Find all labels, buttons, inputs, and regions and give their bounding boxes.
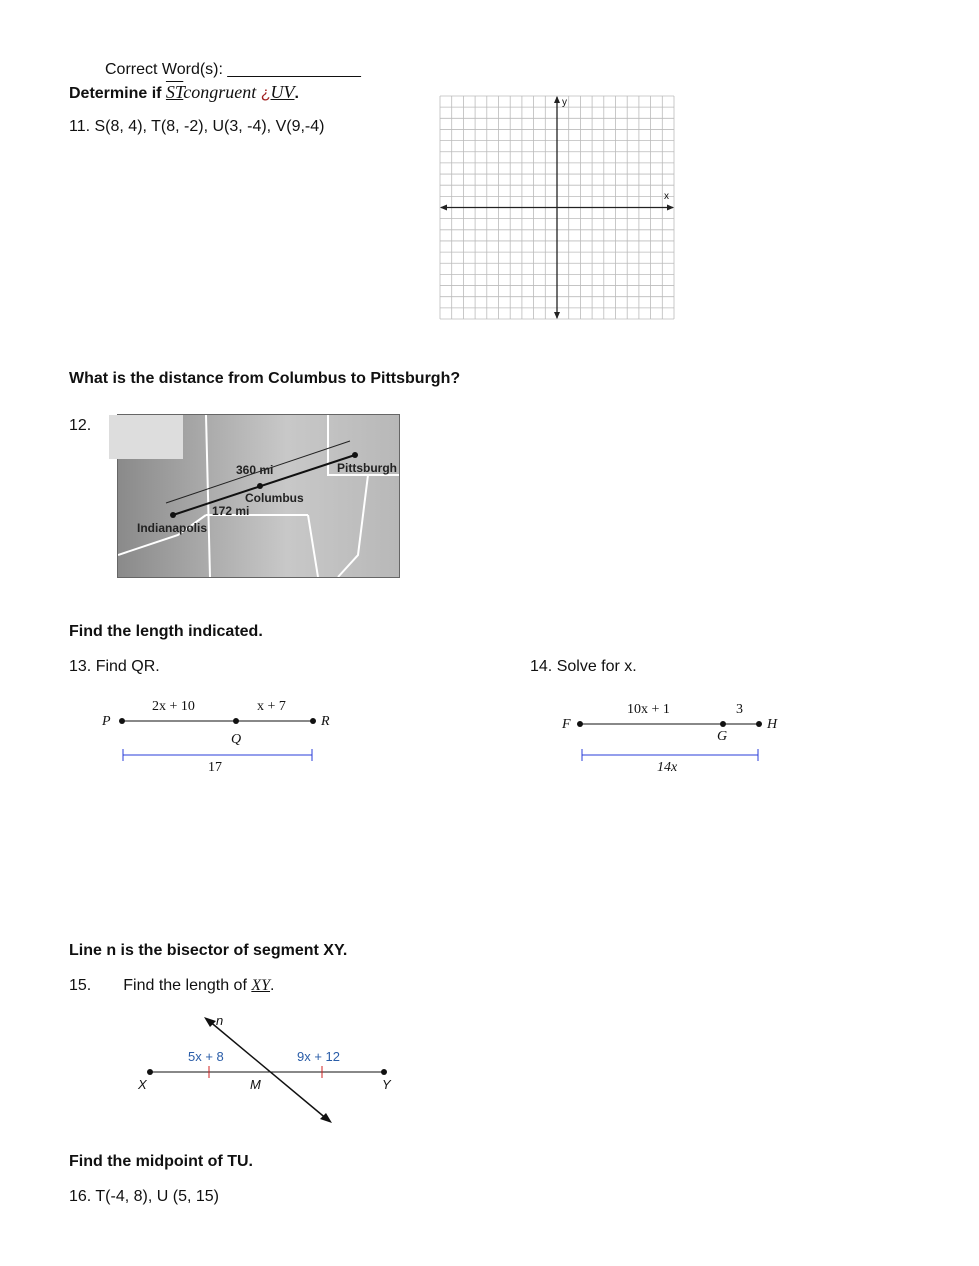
- point-q: Q: [231, 732, 242, 747]
- correct-words-line: Correct Word(s): _______________: [105, 61, 361, 78]
- segment-xy: XY: [251, 977, 271, 994]
- map-label-indianapolis: Indianapolis: [137, 521, 208, 535]
- label-total-17: 17: [208, 760, 222, 775]
- point-m: M: [250, 1077, 261, 1092]
- q15-diagram: [130, 1010, 400, 1130]
- label-my: 9x + 12: [297, 1049, 341, 1064]
- point-x: X: [138, 1077, 147, 1092]
- point-f: F: [562, 717, 571, 732]
- label-pq: 2x + 10: [152, 699, 195, 714]
- point-h: H: [767, 717, 778, 732]
- q15-text: Find the length of: [123, 977, 247, 994]
- inset-map: [109, 415, 183, 459]
- point-p: P: [102, 714, 111, 729]
- y-axis-label: y: [562, 97, 567, 108]
- point-r: R: [321, 714, 330, 729]
- map-label-pittsburgh: Pittsburgh: [337, 461, 397, 475]
- x-axis-label: x: [664, 191, 669, 202]
- label-fg: 10x + 1: [627, 702, 670, 717]
- q11-intro: Determine if: [69, 85, 162, 102]
- section3-heading: Line n is the bisector of segment XY.: [69, 942, 348, 959]
- section4-heading: Find the midpoint of TU.: [69, 1153, 253, 1170]
- q12-number: 12.: [69, 417, 92, 434]
- section2-heading: Find the length indicated.: [69, 623, 263, 640]
- line-n-label: n: [216, 1013, 224, 1028]
- q11-prompt: [69, 82, 299, 103]
- congruent-word: congruent: [183, 82, 257, 102]
- map-label-total: 360 mi: [236, 463, 274, 477]
- map-label-part: 172 mi: [212, 504, 250, 518]
- label-gh: 3: [736, 702, 743, 717]
- label-qr: x + 7: [257, 699, 286, 714]
- q13-text: 13. Find QR.: [69, 658, 160, 675]
- coordinate-grid: [439, 95, 675, 320]
- segment-st: ST: [165, 82, 184, 102]
- point-g: G: [717, 729, 728, 744]
- label-total-14x: 14x: [657, 760, 678, 775]
- glyph: ¿: [260, 85, 271, 102]
- q16-text: 16. T(-4, 8), U (5, 15): [69, 1188, 219, 1205]
- segment-uv: UV: [270, 82, 295, 102]
- period: .: [270, 977, 275, 994]
- point-y: Y: [382, 1077, 391, 1092]
- q13-diagram: [100, 700, 350, 780]
- q15-number: 15.: [69, 977, 92, 994]
- map-label-columbus: Columbus: [245, 491, 304, 505]
- label-xm: 5x + 8: [188, 1049, 224, 1064]
- q11-text: 11. S(8, 4), T(8, -2), U(3, -4), V(9,-4): [69, 118, 325, 135]
- q12-heading: What is the distance from Columbus to Pittsburgh?: [69, 370, 461, 387]
- q15-prompt: [69, 977, 274, 995]
- period: .: [294, 85, 299, 102]
- map-image: [117, 414, 400, 578]
- q14-text: 14. Solve for x.: [530, 658, 637, 675]
